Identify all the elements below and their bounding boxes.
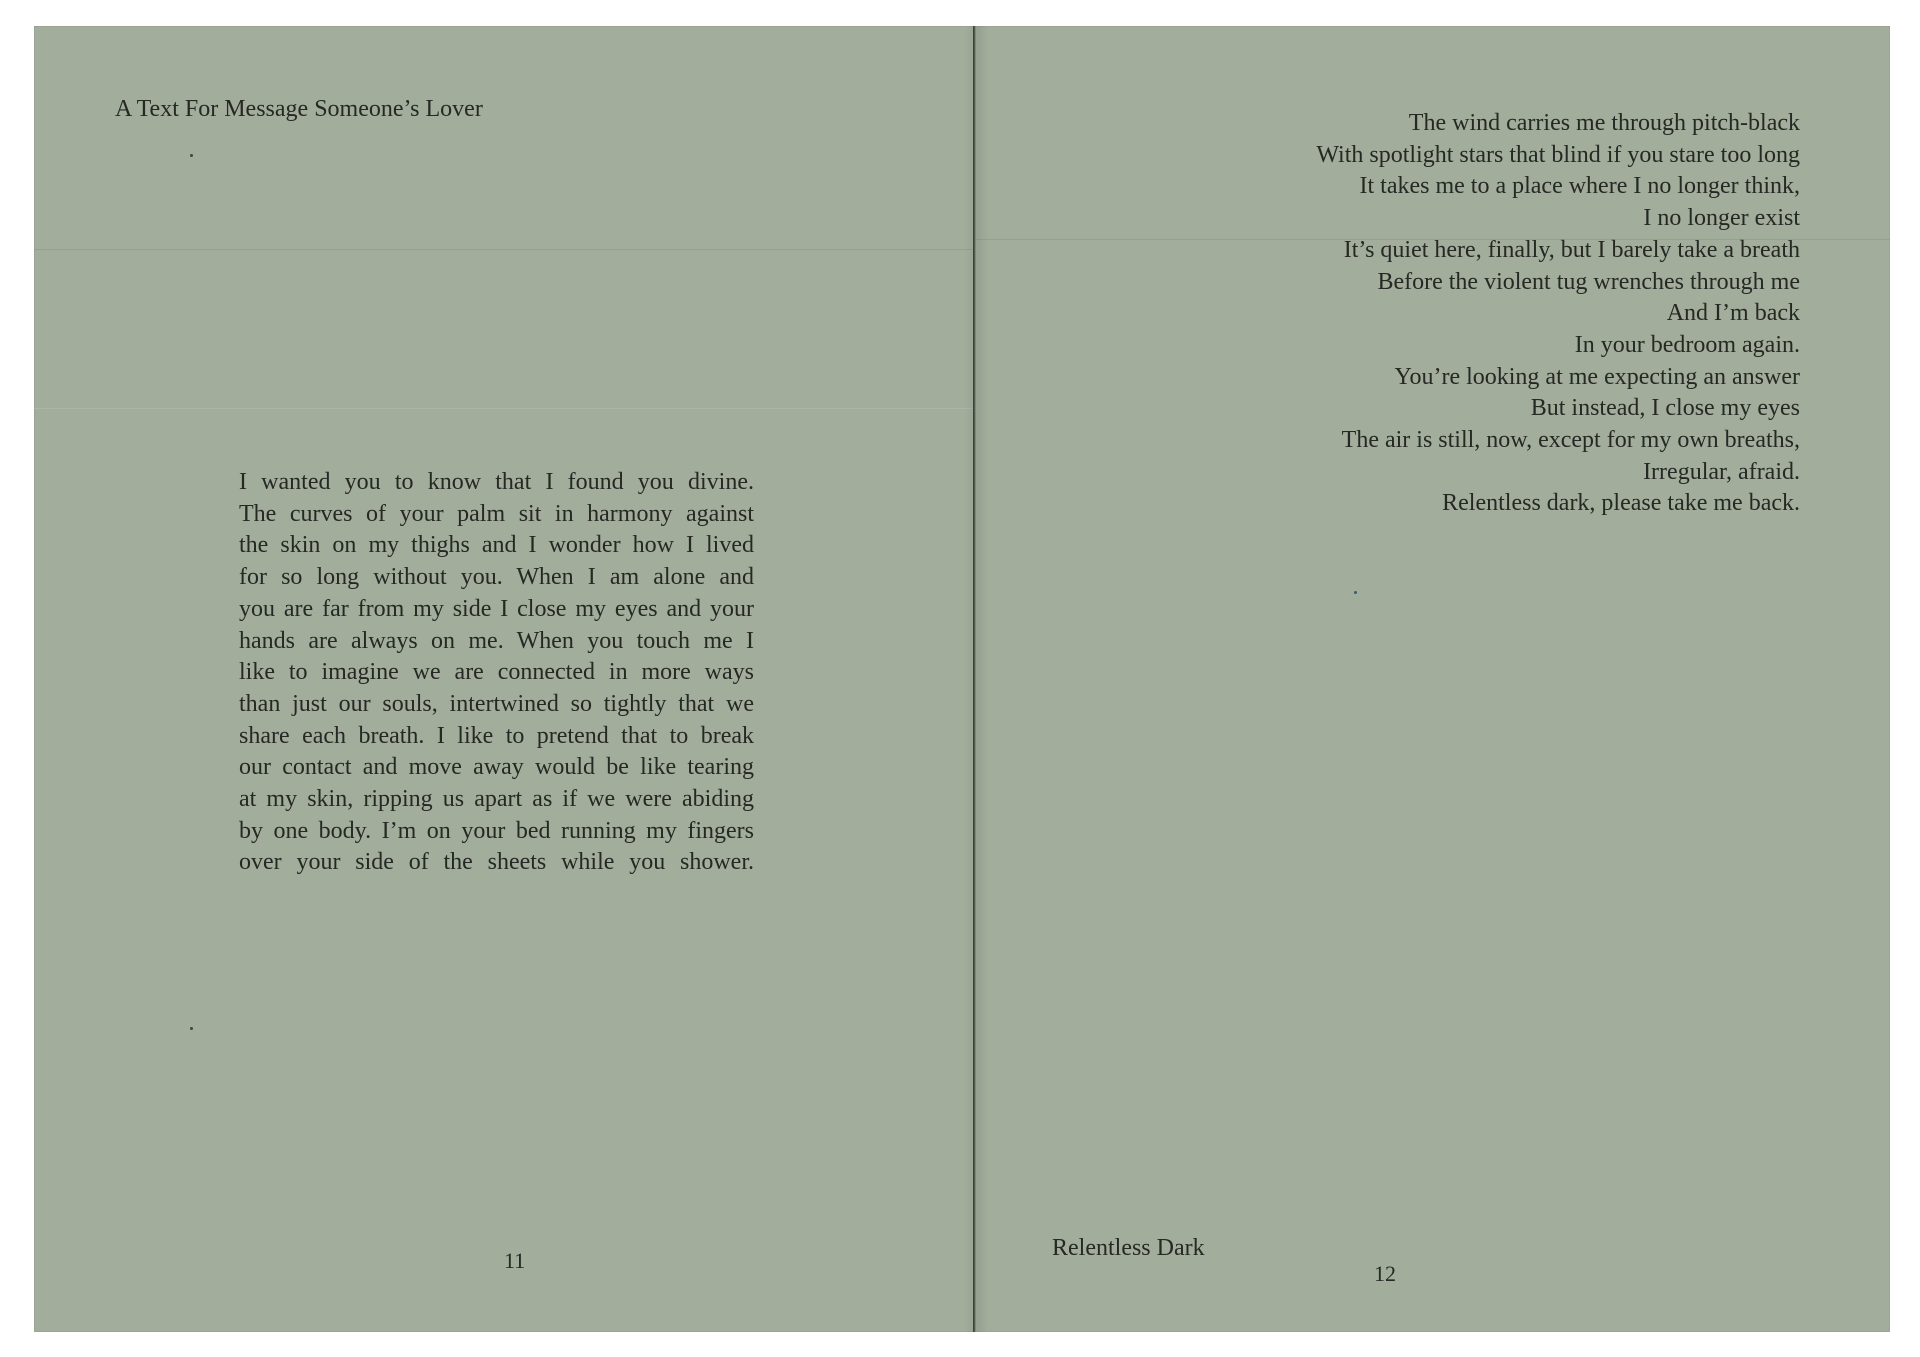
prose-line: The curves of your palm sit in harmony against [239,500,754,527]
paper-crease-line [34,249,974,250]
poem-line: You’re looking at me expecting an answer [1394,363,1800,390]
poem-line: Irregular, afraid. [1643,458,1800,485]
paper-speck [190,1027,193,1030]
page-number-right: 12 [1374,1261,1396,1286]
prose-line: share each breath. I like to pretend that to break [239,722,754,749]
prose-line: like to imagine we are connected in more ways [239,659,754,686]
prose-line: I wanted you to know that I found you divine. [239,469,754,495]
left-page [34,26,974,1332]
prose-line: over your side of the sheets while you shower. [239,849,754,876]
poem-line: The air is still, now, except for my own breaths, [1341,427,1800,454]
poem-line: Relentless dark, please take me back. [1442,490,1800,517]
page-number-left: 11 [504,1248,526,1273]
poem-line: It takes me to a place where I no longer think, [1359,173,1800,200]
poem-line: And I’m back [1666,300,1800,327]
prose-line: for so long without you. When I am alone and [239,564,754,591]
paper-speck [1354,591,1357,594]
running-footer-title: Relentless Dark [1052,1235,1205,1261]
prose-line: than just our souls, intertwined so tightly that we [239,690,754,717]
poem-line: In your bedroom again. [1574,331,1800,358]
paper-faint-line [34,408,974,409]
poem-line: With spotlight stars that blind if you stare too long [1316,141,1800,168]
prose-body [239,467,754,879]
right-page [974,26,1890,1332]
prose-line: hands are always on me. When you touch me I [239,627,754,654]
running-header: A Text For Message Someone’s Lover [115,96,483,122]
gutter-shadow [964,26,988,1332]
prose-line: at my skin, ripping us apart as if we were abiding [239,786,754,813]
prose-line: our contact and move away would be like tearing [239,754,754,781]
book-gutter [973,26,976,1332]
book-spread [34,26,1890,1332]
poem [1316,108,1800,520]
poem-line: Before the violent tug wrenches through me [1377,268,1800,295]
poem-line: But instead, I close my eyes [1530,395,1800,422]
paper-speck [190,154,193,157]
prose-line: you are far from my side I close my eyes and your [239,595,754,622]
poem-line: I no longer exist [1643,205,1800,232]
poem-line: The wind carries me through pitch-black [1408,110,1800,136]
poem-line: It’s quiet here, finally, but I barely take a breath [1343,236,1800,263]
prose-line: the skin on my thighs and I wonder how I lived [239,532,754,559]
prose-line: by one body. I’m on your bed running my fingers [239,817,754,844]
